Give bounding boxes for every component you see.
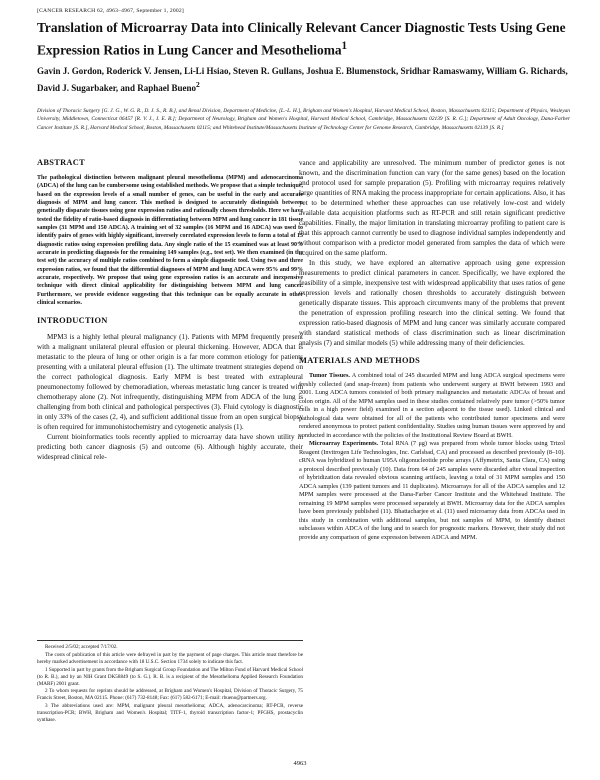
abstract-heading: ABSTRACT	[37, 158, 86, 167]
microarray-title: Microarray Experiments.	[309, 440, 379, 447]
footnote-received: Received 2/5/02; accepted 7/17/02.	[45, 644, 118, 650]
microarray-text: Total RNA (7 μg) was prepared from whole tumor blocks using Trizol Reagent (Invitrogen Life Technologies, Inc. Carlsbad, CA) and processed as described previously (8–10). cRNA was hybridized to human U95A oligonucleotide probe arrays (Affymetrix, Santa Clara, CA) using a protocol described previously (10). Data from 64 of 245 samples were discarded after visual inspection of hybridization data revealed obvious scanning artifacts, leaving a total of 31 MPM samples and 150 ADCA samples (139 patient tumors and 11 duplicates). Microarrays for all of the ADCA samples and 12 MPM samples were processed at the Dana-Farber Cancer Institute and the Whitehead Institute. The remaining 19 MPM samples were processed separately at BWH. Microarray data for the ADCA samples have been previously published (11). Bhattacharjee et al. (11) used microarray data from ADCAs used in this study in combination with additional samples, but not samples of MPM, to identify distinct subclasses within ADCA of the lung and to search for prognostic markers. However, their study did not provide any comparison of gene expression between ADCA and MPM.	[299, 440, 565, 541]
article-title	[37, 19, 570, 59]
affiliations: Division of Thoracic Surgery [G. J. G., W. G. R., D. J. S., R. B.], and Renal Division, Department of Medicine, [L.-L. H.], Brigham and Women's Hospital, Harvard Medical School, Boston, Massachusetts 02115; Department of Physics, Wesleyan University, Middletown, Connecticut 06457 [R. V. J., J. E. B.]; Department of Neurology, Brigham and Women's Hospital, Harvard Medical School, Cambridge, Massachusetts 02139 [S. R. G.]; Department of Adult Oncology, Dana-Farber Cancer Institute [S. R.], Harvard Medical School, Boston, Massachusetts 02115; and Whitehead Institute/Massachusetts Institute of Technology Center for Genome Research, Cambridge, Massachusetts 02139 [S. R.]	[37, 108, 570, 131]
microarray-paragraph	[299, 440, 565, 542]
introduction-paragraph-2: Current bioinformatics tools recently applied to microarray data have shown utility in predicting both cancer diagnosis (5) and outcome (6). Although highly accurate, their widespread clinical rele-	[37, 432, 303, 461]
footnote-2: 2 To whom requests for reprints should be addressed, at Brigham and Women's Hospital, Division of Thoracic Surgery, 75 Francis Street, Boston, MA 02115. Phone: (617) 732-8148; Fax: (617) 582-6171; E-mail: rbueno@partners.org.	[37, 688, 303, 702]
intro-continued-paragraph-2: In this study, we have explored an alternative approach using gene expression measurements to predict clinical parameters in cancer. Specifically, we have explored the feasibility of a simple, inexpensive test with widespread applicability that uses ratios of gene expression levels and rationally chosen thresholds to accurately distinguish between genetically disparate tissues. This approach circumvents many of the problems that prevent the penetration of expression profiling research into the clinical setting. We found that expression ratio-based diagnosis of MPM and lung cancer was similarly accurate compared with standard statistical methods of class discrimination such as linear discrimination analysis (7) and similar models (5) while addressing many of their deficiencies.	[299, 259, 565, 347]
authors-footnote-marker: 2	[195, 80, 200, 89]
footnotes	[37, 640, 303, 725]
footnote-1: 1 Supported in part by grants from the Brigham Surgical Group Foundation and The Milton Fund of Harvard Medical School (to R. B.), and by an NIH Grant DK58849 (to S. G.). R. B. is a recipient of the Mesothelioma Applied Research Foundation (MARF) 2001 grant.	[37, 666, 303, 687]
footnote-3: 3 The abbreviations used are: MPM, malignant pleural mesothelioma; ADCA, adenocarcinoma; RT-PCR, reverse transcription-PCR; BWH, Brigham and Women's Hospital; TITF-1, thyroid transcription factor-1; PFGHS, prostacyclin synthase.	[37, 703, 303, 724]
tumor-tissues-paragraph	[299, 372, 565, 440]
introduction-heading: INTRODUCTION	[37, 315, 108, 325]
tumor-tissues-title: Tumor Tissues.	[309, 372, 350, 379]
running-head: [CANCER RESEARCH 62, 4963–4967, September 1, 2002]	[37, 8, 184, 14]
intro-continued-paragraph-1: vance and applicability are unresolved. The minimum number of predictor genes is not known, and the discrimination function can vary (for the same genes) based on the location and protocol used for sample preparation (5). Profiling with microarray requires relatively large quantities of RNA making the process inappropriate for certain applications. Also, it has yet to be determined whether these approaches can use relatively low-cost and widely available data acquisition platforms such as RT-PCR and still retain significant predictive capabilities. Finally, the major limitation in translating microarray profiling to patient care is that this approach cannot currently be used to diagnose individual samples independently and without comparison with a predictor model generated from samples the data of which were acquired on the same platform.	[299, 159, 566, 257]
right-column	[299, 158, 565, 542]
page-number: 4963	[293, 760, 307, 767]
title-text: Translation of Microarray Data into Clinically Relevant Cancer Diagnostic Tests Using Gene Expression Ratios in Lung Cancer and Mesothelioma	[37, 20, 566, 58]
tumor-tissues-text: A combined total of 245 discarded MPM and lung ADCA surgical specimens were freshly collected (and snap-frozen) from patients who underwent surgery at BWH between 1993 and 2001. Lung ADCA tumors consisted of both primary malignancies and metastatic ADCAs of breast and colon origin. All of the MPM samples used in these studies contained relatively pure tumor (>50% tumor cells in a high power field) examined in a section adjacent to the tissue used). Linked clinical and pathological data were obtained for all of the patients who contributed tumor specimens and were rendered anonymous to protect patient confidentiality. Studies using human tissues were approved by and conducted in accordance with the policies of the Institutional Review Board at BWH.	[299, 372, 566, 439]
introduction-paragraph-1: MPM3 is a highly lethal pleural malignancy (1). Patients with MPM frequently present with a malignant unilateral pleural effusion or pleural thickening. However, ADCA that is metastatic to the pleura of lung or other origin is a far more common etiology for patients presenting with a unilateral pleural effusion (1). The ultimate treatment strategies depend on the correct pathological diagnosis. Early MPM is best treated with extrapleural pneumonectomy followed by chemoradiation, whereas metastatic lung cancer is treated with chemotherapy alone (2). Not infrequently, distinguishing MPM from ADCA of the lung is challenging from both clinical and pathological perspectives (3). Fluid cytology is diagnostic in only 33% of the cases (2, 4), and sufficient additional tissue from an open surgical biopsy is often required for immunohistochemistry and cytogenetic analysis (1).	[37, 332, 303, 431]
title-footnote-marker: 1	[341, 40, 348, 52]
left-column	[37, 158, 303, 462]
footnote-costs: The costs of publication of this article were defrayed in part by the payment of page charges. This article must therefore be hereby marked advertisement in accordance with 18 U.S.C. Section 1734 solely to indicate this fact.	[37, 651, 303, 665]
author-list	[37, 65, 570, 95]
materials-heading: MATERIALS AND METHODS	[299, 356, 421, 365]
authors-text: Gavin J. Gordon, Roderick V. Jensen, Li-Li Hsiao, Steven R. Gullans, Joshua E. Blumenstock, Sridhar Ramaswamy, William G. Richards, David J. Sugarbaker, and Raphael Bueno	[37, 66, 568, 93]
abstract-text: The pathological distinction between malignant pleural mesothelioma (MPM) and adenocarcinoma (ADCA) of the lung can be cumbersome using established methods. We propose that a simple technique, based on the expression levels of a small number of genes, can be useful in the early and accurate diagnosis of MPM and lung cancer. This method is designed to accurately distinguish between genetically disparate tissues using gene expression ratios and rationally chosen thresholds. Here we have tested the fidelity of ratio-based diagnosis in differentiating between MPM and lung cancer in 181 tissue samples (31 MPM and 150 ADCA). A training set of 32 samples (16 MPM and 16 ADCA) was used to identify pairs of genes with highly significant, inversely correlated expression levels to form a total of 15 diagnostic ratios using expression profiling data. Any single ratio of the 15 examined was at least 90% accurate in predicting diagnosis for the remaining 149 samples (e.g., test set). We then examined (in the test set) the accuracy of multiple ratios combined to form a simple diagnostic tool. Using two and three expression ratios, we found that the differential diagnoses of MPM and lung ADCA were 95% and 99% accurate, respectively. We propose that using gene expression ratios is an accurate and inexpensive technique with direct clinical applicability for distinguishing between MPM and lung cancer. Furthermore, we provide evidence suggesting that this technique can be equally accurate in other clinical scenarios.	[37, 175, 304, 307]
